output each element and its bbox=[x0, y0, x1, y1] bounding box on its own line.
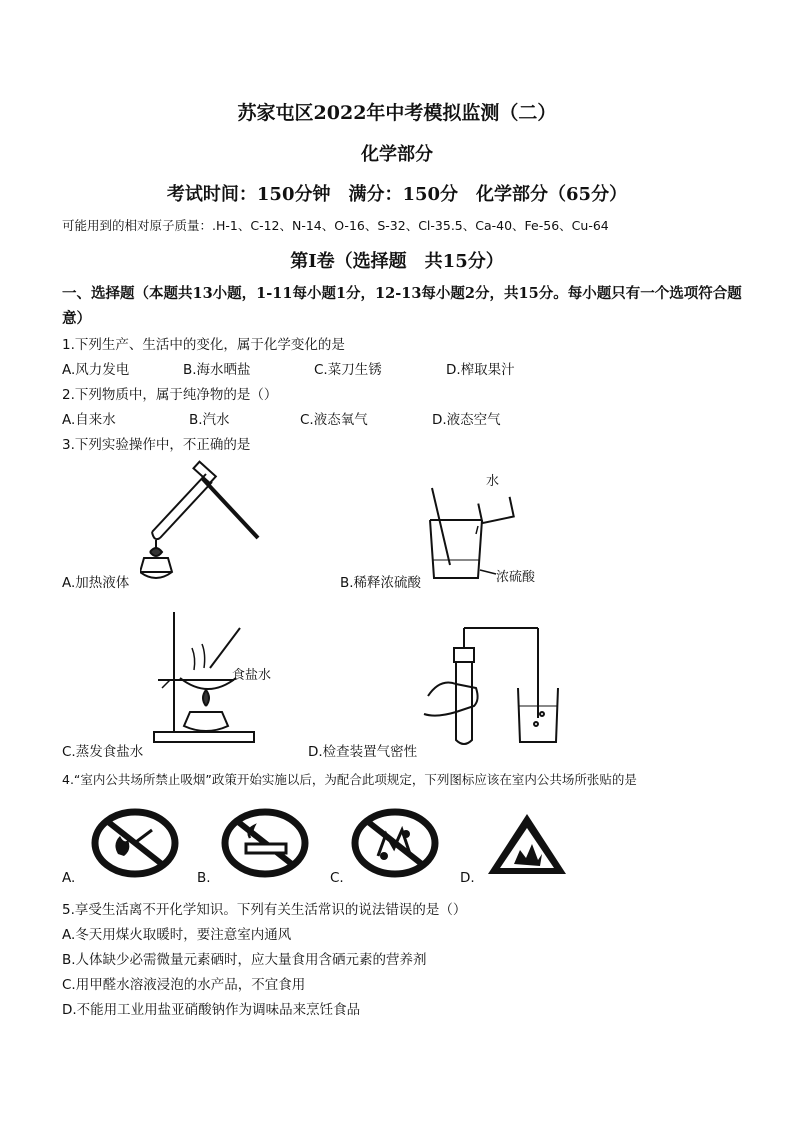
explosive-warning-sign-icon bbox=[484, 810, 570, 878]
q4-stem: 4.“室内公共场所禁止吸烟”政策开始实施以后，为配合此项规定，下列图标应该在室内公共场所张贴的是 bbox=[62, 772, 637, 787]
exam-title: 苏家屯区2022年中考模拟监测（二） bbox=[237, 102, 557, 124]
q5-option-b: B.人体缺少必需微量元素硒时，应大量食用含硒元素的营养剂 bbox=[62, 952, 427, 968]
q5-option-c: C.用甲醛水溶液浸泡的水产品，不宜食用 bbox=[62, 977, 306, 993]
conc-acid-label: 浓硫酸 bbox=[496, 570, 536, 585]
salt-water-label: 食盐水 bbox=[232, 668, 272, 683]
q2-stem: 2.下列物质中，属于纯净物的是（） bbox=[62, 387, 278, 403]
heating-liquid-figure bbox=[140, 460, 270, 585]
q4-option-c: C. bbox=[330, 870, 344, 886]
q1-option-b: B.海水晒盐 bbox=[183, 362, 251, 378]
exam-info: 考试时间：150分钟 满分：150分 化学部分（65分） bbox=[166, 184, 628, 205]
q3-stem: 3.下列实验操作中，不正确的是 bbox=[62, 437, 251, 453]
q5-option-a: A.冬天用煤火取暖时，要注意室内通风 bbox=[62, 927, 292, 943]
q3-option-a: A.加热液体 bbox=[62, 575, 130, 591]
q2-option-c: C.液态氧气 bbox=[300, 412, 368, 428]
q2-option-a: A.自来水 bbox=[62, 412, 116, 428]
no-flame-sign-icon bbox=[90, 808, 180, 878]
water-label: 水 bbox=[486, 474, 500, 489]
section-instructions: 一、选择题（本题共13小题，1-11每小题1分，12-13每小题2分，共15分。每小题只有一个选项符合题意） bbox=[62, 285, 742, 327]
no-fireworks-sign-icon bbox=[350, 808, 440, 878]
q1-option-d: D.榨取果汁 bbox=[446, 362, 515, 378]
q3-option-b: B.稀释浓硫酸 bbox=[340, 575, 422, 591]
q5-option-d: D.不能用工业用盐亚硝酸钠作为调味品来烹饪食品 bbox=[62, 1002, 361, 1018]
q3-option-c: C.蒸发食盐水 bbox=[62, 744, 144, 760]
q4-option-a: A. bbox=[62, 870, 76, 886]
q1-option-c: C.菜刀生锈 bbox=[314, 362, 382, 378]
q2-option-d: D.液态空气 bbox=[432, 412, 501, 428]
q4-option-b: B. bbox=[197, 870, 211, 886]
q1-option-a: A.风力发电 bbox=[62, 362, 130, 378]
no-smoking-sign-icon bbox=[220, 808, 310, 878]
airtightness-figure bbox=[420, 618, 570, 748]
q4-option-d: D. bbox=[460, 870, 475, 886]
atomic-masses: 可能用到的相对原子质量：.H-1、C-12、N-14、O-16、S-32、Cl-35.5、Ca-40、Fe-56、Cu-64 bbox=[62, 218, 609, 233]
q5-stem: 5.享受生活离不开化学知识。下列有关生活常识的说法错误的是（） bbox=[62, 902, 467, 918]
section-title: 第I卷（选择题 共15分） bbox=[290, 251, 504, 272]
q3-option-d: D.检查装置气密性 bbox=[308, 744, 418, 760]
q2-option-b: B.汽水 bbox=[189, 412, 230, 428]
subject-title: 化学部分 bbox=[361, 144, 433, 165]
q1-stem: 1.下列生产、生活中的变化，属于化学变化的是 bbox=[62, 337, 345, 353]
